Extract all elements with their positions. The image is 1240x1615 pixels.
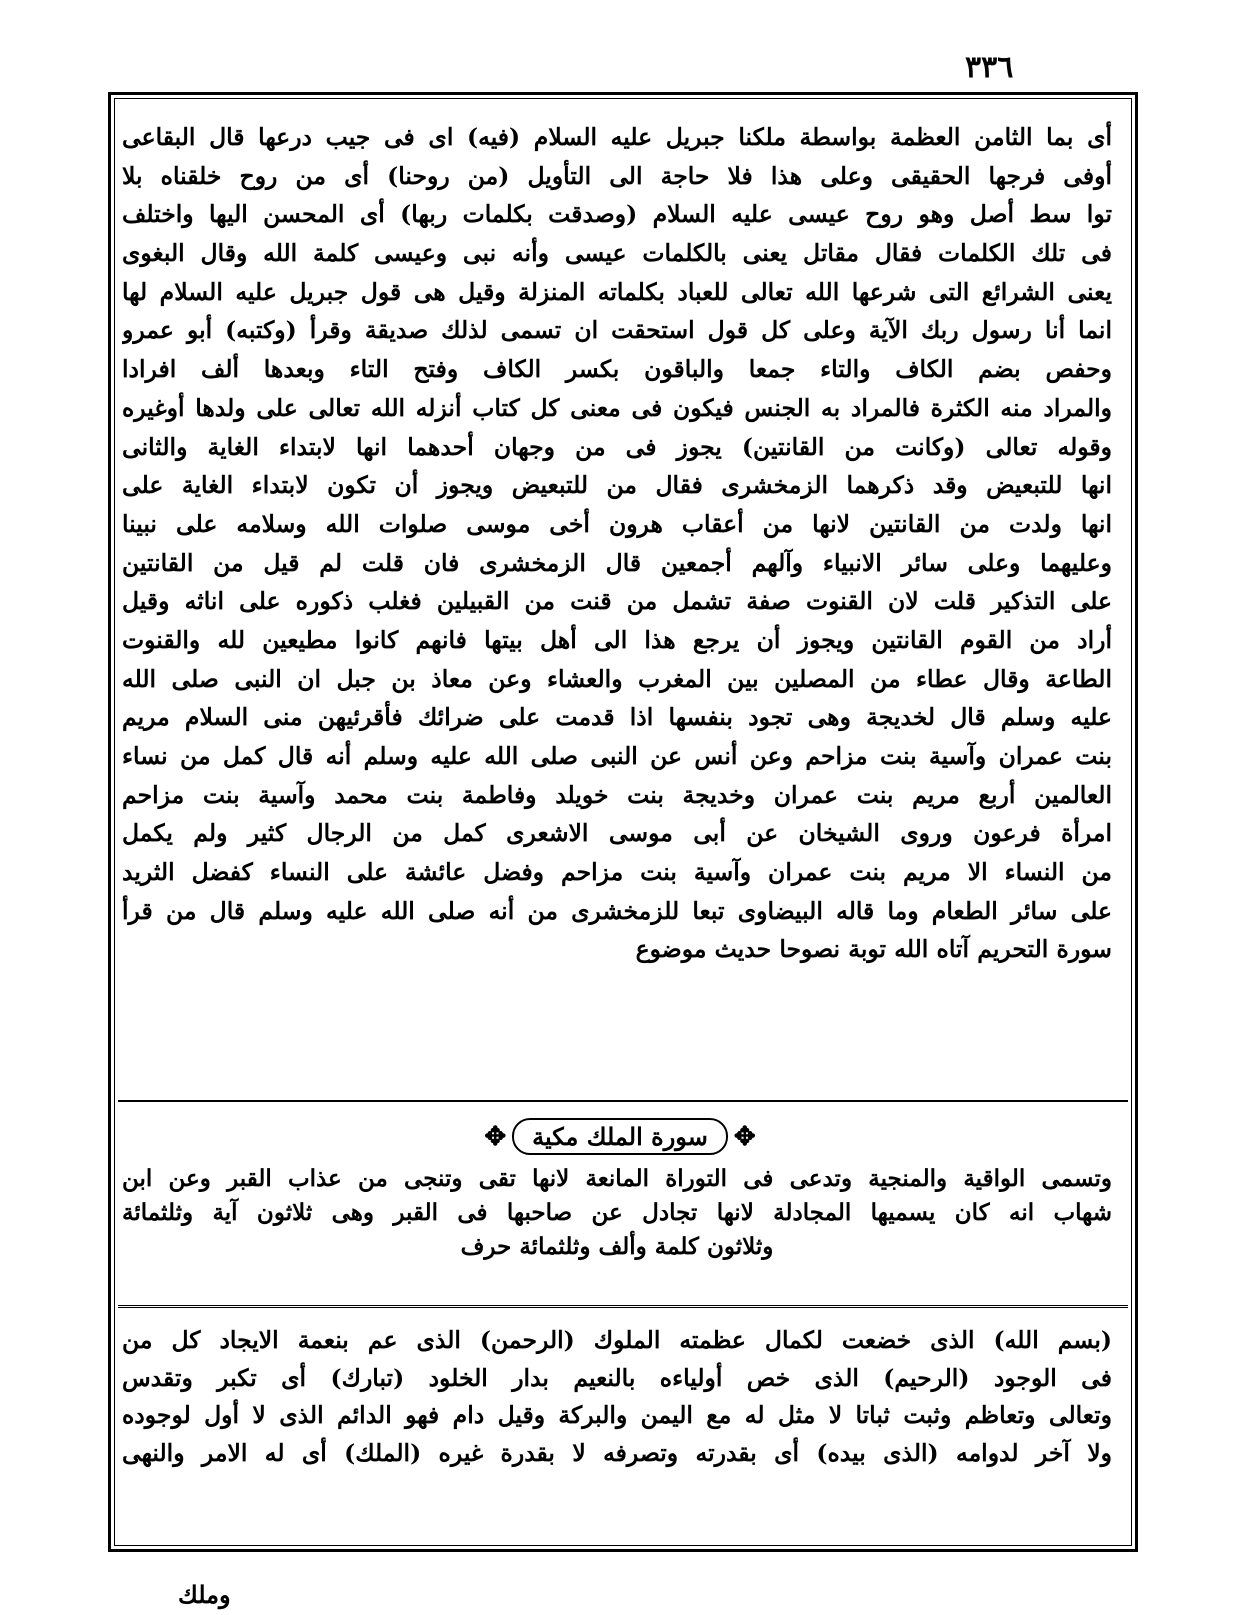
text-line: سورة التحريم آتاه الله توبة نصوحا حديث موضوع [635,935,1112,964]
section-divider [118,1305,1128,1311]
text-line: انها للتبعيض وقد ذكرهما الزمخشرى فقال من للتبعيض ويجوز أن تكون لابتداء الغاية على [122,471,1112,500]
text-line: وعليهما وعلى سائر الانبياء وآلهم أجمعين قال الزمخشرى فان قلت لم قيل من القانتين [122,548,1112,577]
section-divider [118,1100,1128,1102]
commentary-section-mulk [122,1322,1112,1472]
catchword: وملك [178,1580,231,1609]
ornament-icon: ✥ [484,1122,507,1152]
text-line: ولا آخر لدوامه (الذى بيده) أى بقدرته وتصرفه لا بقدرة غيره (الملك) أى له الامر والنهى [122,1438,1112,1467]
text-line: على سائر الطعام وما قاله البيضاوى تبعا للزمخشرى من أنه صلى الله عليه وسلم قال من قرأ [122,896,1112,925]
text-line: توا سط أصل وهو روح عيسى عليه السلام (وصدقت بكلمات ربها) أى المحسن اليها واختلف [122,200,1112,229]
text-line: فى تلك الكلمات فقال مقاتل يعنى بالكلمات عيسى وأنه نبى وعيسى كلمة الله وقال البغوى [122,239,1112,268]
text-line: انها ولدت من القانتين لانها من أعقاب هرون أخى موسى صلوات الله وسلامه على نبينا [122,509,1112,538]
text-line: أى بما الثامن العظمة بواسطة ملكنا جبريل عليه السلام (فيه) اى فى جيب درعها قال البقاعى [122,123,1112,151]
text-line: أراد من القوم القانتين ويجوز أن يرجع هذا الى أهل بيتها فانهم كانوا مطيعين لله والقنوت [122,625,1112,654]
text-line: الطاعة وقال عطاء من المصلين بين المغرب والعشاء وعن معاذ بن جبل ان النبى صلى الله [122,664,1112,693]
text-line: فى الوجود (الرحيم) الذى خص أولياءه بالنعيم بدار الخلود (تبارك) أى تكبر وتقدس [122,1363,1112,1392]
text-line: عليه وسلم قال لخديجة وهى تجود بنفسها اذا قدمت على ضرائك فأقرئيهن منى السلام مريم [122,703,1112,732]
text-line: انما أنا رسول ربك الآية وعلى كل قول استحقت ان تسمى لذلك صديقة وقرأ (وكتبه) أبو عمرو [122,316,1112,345]
ornament-icon: ✥ [733,1122,756,1152]
surah-title: سورة الملك مكية [512,1118,728,1155]
text-line: من النساء الا مريم بنت عمران وآسية بنت مزاحم وفضل عائشة على النساء كفضل الثريد [122,858,1112,887]
text-line: وتعالى وتعاظم وثبت ثباتا لا مثل له مع اليمن والبركة وقيل دام فهو الدائم الذى لا أول لوجوده [122,1401,1112,1429]
text-line: على التذكير قلت لان القنوت صفة تشمل من قنت من القبيلين فغلب ذكوره على اناثه وقيل [122,587,1112,616]
commentary-section-tahrim [122,118,1112,969]
text-line: يعنى الشرائع التى شرعها الله تعالى للعباد بكلماته المنزلة وقيل هى قول جبريل عليه السلام لها [122,277,1112,306]
surah-introduction [122,1162,1112,1264]
text-line: وحفص بضم الكاف والتاء جمعا والباقون بكسر الكاف وفتح التاء وبعدها ألف افرادا [122,355,1112,384]
text-line: وتسمى الواقية والمنجية وتدعى فى التوراة المانعة لانها تقى وتنجى من عذاب القبر وعن ابن [122,1165,1112,1192]
text-line: امرأة فرعون وروى الشيخان عن أبى موسى الاشعرى كمل من الرجال كثير ولم يكمل [122,819,1112,848]
surah-heading [0,1118,1240,1155]
text-line: العالمين أربع مريم بنت عمران وخديجة بنت خويلد وفاطمة بنت محمد وآسية بنت مزاحم [122,780,1112,809]
text-line: وثلاثون كلمة وألف وثلثمائة حرف [460,1233,774,1260]
text-line: أوفى فرجها الحقيقى وعلى هذا فلا حاجة الى التأويل (من روحنا) أى من روح خلقناه بلا [122,161,1112,190]
text-line: (بسم الله) الذى خضعت لكمال عظمته الملوك (الرحمن) الذى عم بنعمة الايجاد كل من [122,1326,1112,1354]
page-number: ٣٣٦ [965,50,1014,85]
text-line: بنت عمران وآسية بنت مزاحم وعن أنس عن النبى صلى الله عليه وسلم أنه قال كمل من نساء [122,742,1112,770]
text-line: شهاب انه كان يسميها المجادلة لانها تجادل عن صاحبها فى القبر وهى ثلاثون آية وثلثمائة [122,1199,1112,1226]
text-line: والمراد منه الكثرة فالمراد به الجنس فيكون فى معنى كل كتاب أنزله الله تعالى على ولدها أوغيره [122,393,1112,422]
text-line: وقوله تعالى (وكانت من القانتين) يجوز فى من وجهان أحدهما انها لابتداء الغاية والثانى [122,432,1112,461]
